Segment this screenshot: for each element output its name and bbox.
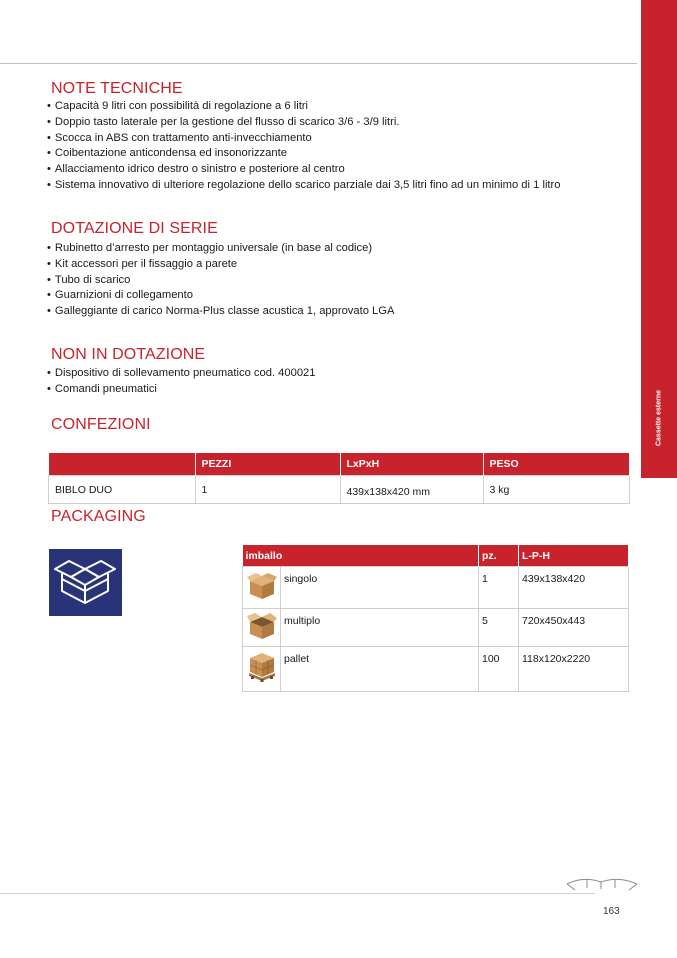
table-row xyxy=(243,609,629,647)
section-title-non-dotazione: NON IN DOTAZIONE xyxy=(51,346,206,363)
table-header-cell: imballo xyxy=(243,545,479,567)
box-outline-icon xyxy=(49,549,122,616)
single-box-icon xyxy=(243,567,281,609)
table-header-cell: PEZZI xyxy=(195,453,340,476)
top-rule xyxy=(0,63,637,64)
confezioni-table xyxy=(48,453,630,504)
list-item: • Comandi pneumatici xyxy=(47,382,316,398)
nav-arrows-icon xyxy=(565,876,639,897)
list-item: • Rubinetto d’arresto per montaggio universale (in base al codice) xyxy=(47,241,394,257)
table-header-row xyxy=(243,545,629,567)
list-item: • Allacciamento idrico destro o sinistro e posteriore al centro xyxy=(47,162,560,178)
list-item: • Doppio tasto laterale per la gestione del flusso di scarico 3/6 - 3/9 litri. xyxy=(47,115,560,131)
section-title-note-tecniche: NOTE TECNICHE xyxy=(51,80,183,97)
table-cell: 118x120x2220 xyxy=(519,647,629,692)
section-title-confezioni: CONFEZIONI xyxy=(51,416,151,433)
list-item: • Scocca in ABS con trattamento anti-invecchiamento xyxy=(47,131,560,147)
table-cell: BIBLO DUO xyxy=(49,476,196,504)
table-cell: singolo xyxy=(281,567,479,609)
table-cell: pallet xyxy=(281,647,479,692)
section-title-packaging: PACKAGING xyxy=(51,508,146,525)
list-item: • Guarnizioni di collegamento xyxy=(47,288,394,304)
table-cell: 5 xyxy=(479,609,519,647)
table-header-cell: pz. xyxy=(479,545,519,567)
packaging-table xyxy=(242,545,629,692)
dotazione-list xyxy=(47,241,394,320)
section-title-dotazione: DOTAZIONE DI SERIE xyxy=(51,220,218,237)
list-item: • Tubo di scarico xyxy=(47,273,394,289)
table-cell: 439x138x420 mm xyxy=(340,476,483,504)
table-row xyxy=(243,647,629,692)
table-cell: multiplo xyxy=(281,609,479,647)
table-cell: 1 xyxy=(195,476,340,504)
pallet-icon xyxy=(243,647,281,692)
table-header-cell xyxy=(49,453,196,476)
multiple-box-icon xyxy=(243,609,281,647)
bottom-rule xyxy=(0,893,595,894)
table-cell: 3 kg xyxy=(483,476,630,504)
table-header-cell: L-P-H xyxy=(519,545,629,567)
table-cell: 439x138x420 xyxy=(519,567,629,609)
list-item: • Dispositivo di sollevamento pneumatico cod. 400021 xyxy=(47,366,316,382)
non-dotazione-list xyxy=(47,366,316,398)
side-tab-label: Cassette esterne xyxy=(655,389,663,447)
page-number: 163 xyxy=(603,906,620,917)
table-header-row xyxy=(49,453,630,476)
list-item: • Coibentazione anticondensa ed insonorizzante xyxy=(47,146,560,162)
list-item: • Sistema innovativo di ulteriore regolazione dello scarico parziale dai 3,5 litri fino ad un minimo di 1 litro xyxy=(47,178,560,194)
list-item: • Kit accessori per il fissaggio a parete xyxy=(47,257,394,273)
table-cell: 720x450x443 xyxy=(519,609,629,647)
table-row xyxy=(243,567,629,609)
list-item: • Galleggiante di carico Norma-Plus classe acustica 1, approvato LGA xyxy=(47,304,394,320)
table-row xyxy=(49,476,630,504)
table-header-cell: PESO xyxy=(483,453,630,476)
list-item: • Capacità 9 litri con possibilità di regolazione a 6 litri xyxy=(47,99,560,115)
table-cell: 1 xyxy=(479,567,519,609)
table-header-cell: LxPxH xyxy=(340,453,483,476)
table-cell: 100 xyxy=(479,647,519,692)
note-tecniche-list xyxy=(47,99,560,194)
